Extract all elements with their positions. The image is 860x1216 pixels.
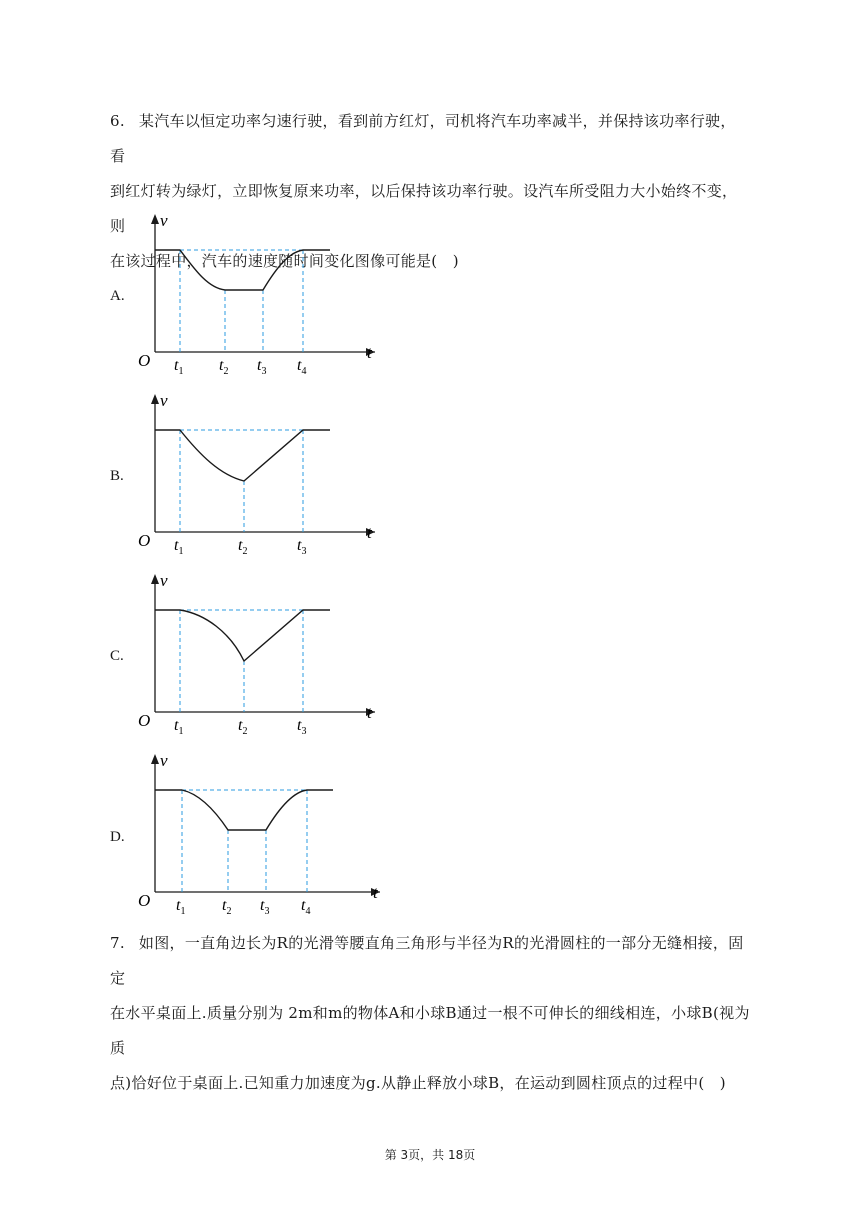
question-6-line-2: 到红灯转为绿灯，立即恢复原来功率，以后保持该功率行驶。设汽车所受阻力大小始终不变，则 bbox=[110, 182, 738, 235]
option-d-graph bbox=[130, 750, 390, 920]
tick-t1: $t_1$ bbox=[174, 357, 184, 377]
question-6-line-1: 6. 某汽车以恒定功率匀速行驶，看到前方红灯，司机将汽车功率减半，并保持该功率行驶，看 bbox=[110, 112, 736, 165]
tick-t2: $t_2$ bbox=[219, 357, 229, 377]
tick-t3: $t_3$ bbox=[260, 897, 270, 917]
origin-label: O bbox=[138, 711, 151, 730]
v-axis-arrow bbox=[151, 214, 159, 224]
tick-t4: $t_4$ bbox=[297, 357, 307, 377]
question-6-line-3: 在该过程中，汽车的速度随时间变化图像可能是( ) bbox=[110, 252, 459, 270]
velocity-curve bbox=[155, 430, 330, 481]
v-axis-arrow bbox=[151, 574, 159, 584]
question-7-number: 7. bbox=[110, 934, 125, 952]
v-axis-label: v bbox=[160, 391, 168, 410]
v-axis-label: v bbox=[160, 571, 168, 590]
question-6-number: 6. bbox=[110, 112, 125, 130]
t-axis-label: t bbox=[367, 343, 372, 362]
v-axis-label: v bbox=[160, 211, 168, 230]
question-7-line-1: 7. 如图，一直角边长为R的光滑等腰直角三角形与半径为R的光滑圆柱的一部分无缝相接，固定 bbox=[110, 934, 744, 987]
question-7-line-3: 点)恰好位于桌面上.已知重力加速度为g.从静止释放小球B，在运动到圆柱顶点的过程中( ) bbox=[110, 1074, 726, 1092]
option-c-graph bbox=[130, 570, 390, 740]
tick-t1: $t_1$ bbox=[174, 537, 184, 557]
tick-t1: $t_1$ bbox=[176, 897, 186, 917]
origin-label: O bbox=[138, 891, 151, 910]
t-axis-label: t bbox=[367, 703, 372, 722]
tick-t2: $t_2$ bbox=[238, 537, 248, 557]
question-7-line-2: 在水平桌面上.质量分别为 2m和m的物体A和小球B通过一根不可伸长的细线相连，小球B(视为质 bbox=[110, 1004, 750, 1057]
v-axis-arrow bbox=[151, 394, 159, 404]
option-a-label: A. bbox=[110, 288, 125, 304]
tick-t3: $t_3$ bbox=[297, 537, 307, 557]
t-axis-label: t bbox=[367, 523, 372, 542]
page-footer: 第 3页，共 18页 bbox=[384, 1148, 476, 1162]
option-d-label: D. bbox=[110, 829, 125, 845]
tick-t2: $t_2$ bbox=[222, 897, 232, 917]
origin-label: O bbox=[138, 531, 151, 550]
tick-t4: $t_4$ bbox=[301, 897, 311, 917]
v-axis-label: v bbox=[160, 751, 168, 770]
option-b-label: B. bbox=[110, 468, 124, 484]
velocity-curve bbox=[155, 790, 333, 830]
velocity-curve bbox=[155, 250, 330, 290]
tick-t3: $t_3$ bbox=[257, 357, 267, 377]
option-b-graph bbox=[130, 390, 390, 560]
tick-t2: $t_2$ bbox=[238, 717, 248, 737]
option-c-label: C. bbox=[110, 648, 124, 664]
t-axis-label: t bbox=[373, 883, 378, 902]
origin-label: O bbox=[138, 351, 151, 370]
tick-t3: $t_3$ bbox=[297, 717, 307, 737]
question-7-text bbox=[110, 926, 750, 1101]
option-a-graph bbox=[130, 210, 390, 380]
v-axis-arrow bbox=[151, 754, 159, 764]
tick-t1: $t_1$ bbox=[174, 717, 184, 737]
velocity-curve bbox=[155, 610, 330, 661]
